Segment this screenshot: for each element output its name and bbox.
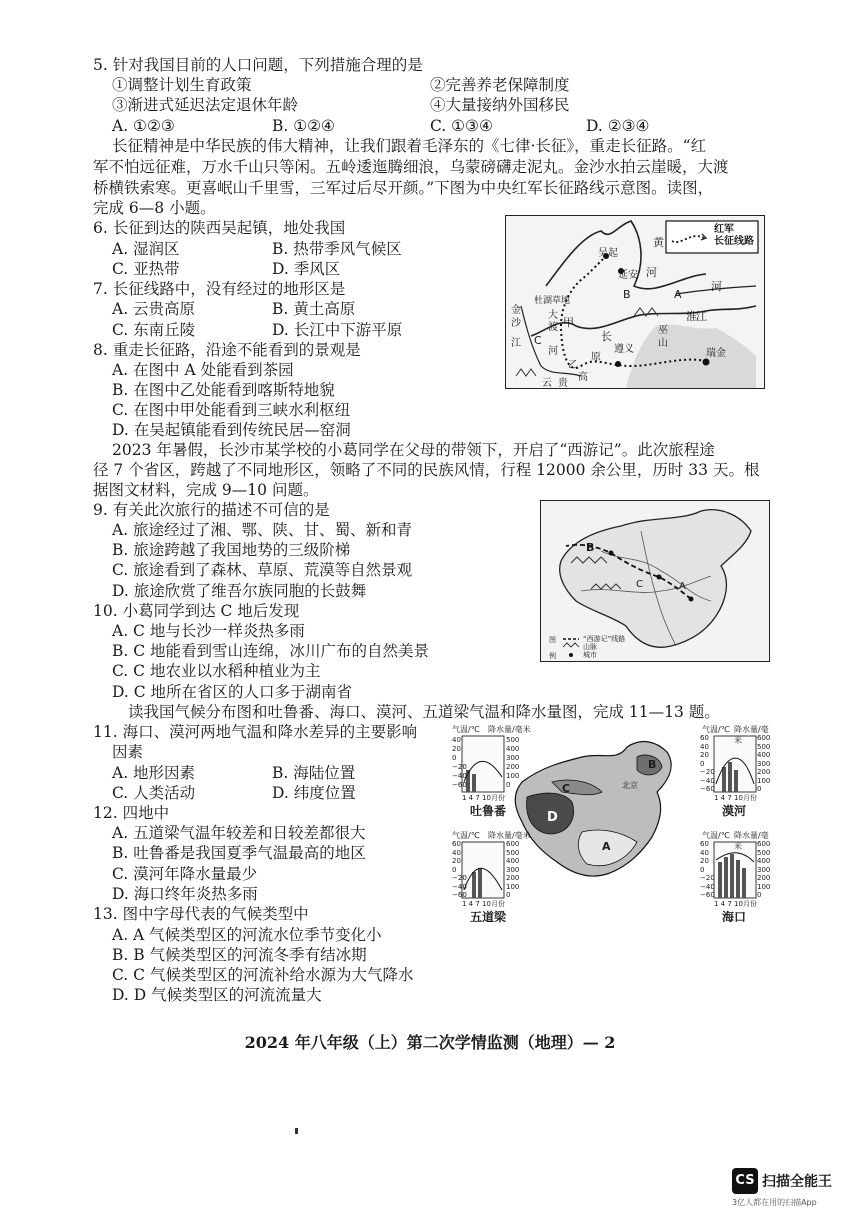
chart-tulufan-months: 1 4 7 10月份 [462, 794, 505, 802]
q9-stem: 9. 有关此次旅行的描述不可信的是 [93, 501, 330, 519]
climate-map-label-b: B [648, 758, 657, 771]
map1-label-jiang2: 江 [511, 338, 521, 349]
map1-label-c: C [534, 334, 542, 347]
q10-stem: 10. 小葛同学到达 C 地后发现 [93, 602, 300, 620]
q11-stem-2: 因素 [112, 743, 144, 761]
journey-map [540, 500, 770, 662]
q9-option-c: C. 旅途看到了森林、草原、荒漠等自然景观 [112, 561, 413, 579]
q12-stem: 12. 四地中 [93, 804, 170, 822]
chart-wudaoliang-temp-head: 气温/℃ [452, 831, 480, 840]
scan-speck [295, 1128, 298, 1134]
map1-label-sha: 沙 [511, 318, 521, 329]
journey-map-drawing [541, 501, 769, 661]
q5-item-3: ③渐进式延迟法定退休年龄 [112, 96, 299, 114]
climate-map-label-d: D [547, 810, 558, 825]
chart-wudaoliang-precip-head: 降水量/毫米 [488, 831, 531, 840]
chart-mohe-months: 1 4 7 10月份 [714, 794, 757, 802]
chart-tulufan-precip-head: 降水量/毫米 [488, 725, 531, 734]
q12-option-c: C. 漠河年降水量最少 [112, 865, 258, 883]
map1-label-yi: 乙 [568, 360, 578, 371]
q10-option-a: A. C 地与长沙一样炎热多雨 [112, 622, 305, 640]
passage1-line-1: 长征精神是中华民族的伟大精神，让我们跟着毛泽东的《七律·长征》，重走长征路。“红 [112, 137, 707, 155]
station-mohe: 漠河 [722, 804, 747, 818]
q11-option-a: A. 地形因素 [112, 764, 196, 782]
q5-option-a: A. ①②③ [112, 117, 175, 135]
q12-option-d: D. 海口终年炎热多雨 [112, 885, 258, 903]
map1-label-ruijin: 瑞金 [706, 348, 726, 359]
map1-label-da: 大 [548, 310, 558, 321]
map1-label-yuan: 原 [591, 352, 601, 363]
climate-map-label-beijing: 北京 [622, 781, 638, 790]
q5-item-1: ①调整计划生育政策 [112, 76, 252, 94]
scanner-watermark [732, 1168, 842, 1208]
map1-label-gao: 高 [578, 372, 588, 383]
q5-stem: 5. 针对我国目前的人口问题，下列措施合理的是 [93, 56, 423, 74]
map1-label-b: B [623, 288, 631, 301]
passage2-line-3: 据图文材料，完成 9—10 问题。 [93, 481, 319, 499]
passage2-line-2: 径 7 个省区，跨越了不同地形区，领略了不同的民族风情，行程 12000 余公里，历时 33 天。根 [93, 461, 760, 479]
map2-legend-head-2: 例 [549, 652, 556, 660]
map2-legend-city: 城市 [583, 651, 597, 659]
scanner-name: 扫描全能王 [762, 1174, 832, 1190]
q11-option-d: D. 纬度位置 [272, 784, 356, 802]
map1-label-he1: 河 [646, 266, 657, 279]
station-tulufan: 吐鲁番 [470, 804, 507, 818]
q5-option-c: C. ①③④ [430, 117, 493, 135]
map1-label-a: A [674, 288, 682, 301]
passage1-line-3: 桥横铁索寒。更喜岷山千里雪，三军过后尽开颜。”下图为中央红军长征路线示意图。读图， [93, 179, 714, 197]
page-footer: 2024 年八年级（上）第二次学情监测（地理）— 2 [244, 1033, 616, 1052]
map1-label-jin: 金 [511, 305, 521, 316]
passage1-line-2: 军不怕远征难，万水千山只等闲。五岭逶迤腾细浪，乌蒙磅礴走泥丸。金沙水拍云崖暖，大渡 [93, 158, 729, 176]
q7-option-c: C. 东南丘陵 [112, 321, 196, 339]
q8-option-d: D. 在吴起镇能看到传统民居—窑洞 [112, 421, 351, 439]
q5-option-b: B. ①②④ [272, 117, 335, 135]
map1-label-gui: 贵 [558, 378, 568, 389]
chart-wudaoliang-precip-ticks: 600 500 400 300 200 100 0 [506, 840, 520, 899]
map1-label-he3: 河 [548, 346, 558, 357]
map1-label-grassland: 杜湖草地 [534, 296, 571, 306]
q7-stem: 7. 长征线路中，没有经过的地形区是 [93, 280, 346, 298]
q13-option-a: A. A 气候类型区的河流水位季节变化小 [112, 926, 382, 944]
q9-option-a: A. 旅途经过了湘、鄂、陕、甘、蜀、新和青 [112, 521, 413, 539]
map2-label-a: A [679, 581, 686, 592]
chart-haikou-months: 1 4 7 10月份 [714, 900, 757, 908]
chart-haikou-temp-head: 气温/℃ [702, 831, 730, 840]
chart-mohe-temp-head: 气温/℃ [702, 725, 730, 734]
climate-map-label-c: C [562, 782, 571, 795]
long-march-map [505, 215, 765, 389]
station-haikou: 海口 [722, 910, 747, 924]
passage3: 读我国气候分布图和吐鲁番、海口、漠河、五道梁气温和降水量图，完成 11—13 题。 [128, 703, 720, 721]
map1-label-shan: 山 [658, 338, 668, 349]
chart-haikou-precip-ticks: 600 500 400 300 200 100 0 [757, 840, 771, 899]
q7-option-a: A. 云贵高原 [112, 300, 196, 318]
map1-label-zunyi: 遵义 [614, 344, 634, 355]
q9-option-d: D. 旅途欣赏了维吾尔族同胞的长鼓舞 [112, 582, 367, 600]
q11-stem-1: 11. 海口、漠河两地气温和降水差异的主要影响 [93, 723, 418, 741]
q5-item-2: ②完善养老保障制度 [430, 76, 570, 94]
map1-label-huang: 黄 [653, 236, 664, 249]
chart-tulufan-precip-ticks: 500 400 300 200 100 0 [506, 736, 520, 789]
q9-option-b: B. 旅途跨越了我国地势的三级阶梯 [112, 541, 351, 559]
q8-stem: 8. 重走长征路，沿途不能看到的景观是 [93, 341, 361, 359]
q13-stem: 13. 图中字母代表的气候类型中 [93, 905, 309, 923]
q6-option-a: A. 湿润区 [112, 240, 180, 258]
q10-option-b: B. C 地能看到雪山连绵，冰川广布的自然美景 [112, 642, 430, 660]
map1-label-wuqi: 吴起 [598, 248, 618, 259]
q11-option-b: B. 海陆位置 [272, 764, 356, 782]
map1-label-jiang1: 江 [696, 310, 707, 323]
chart-wudaoliang-months: 1 4 7 10月份 [462, 900, 505, 908]
chart-wudaoliang-temp-ticks: 60 40 20 0 −20 −40 −60 [452, 840, 467, 899]
q8-option-b: B. 在图中乙处能看到喀斯特地貌 [112, 381, 335, 399]
q13-option-c: C. C 气候类型区的河流补给水源为大气降水 [112, 966, 414, 984]
q6-option-b: B. 热带季风气候区 [272, 240, 402, 258]
chart-haikou-precip-head: 降水量/毫米 [734, 831, 769, 851]
q5-item-4: ④大量接纳外国移民 [430, 96, 570, 114]
map1-label-jia: 甲 [563, 316, 574, 329]
map2-legend-route: “西游记”线路 [583, 635, 626, 643]
chart-mohe-precip-ticks: 600 500 400 300 200 100 0 [757, 734, 771, 793]
map1-label-wu: 巫 [658, 325, 668, 336]
map1-label-yanan: 延安 [618, 270, 638, 281]
chart-mohe-precip-head: 降水量/毫米 [734, 725, 769, 745]
q5-option-d: D. ②③④ [586, 117, 650, 135]
q7-option-b: B. 黄土高原 [272, 300, 356, 318]
station-wudaoliang: 五道梁 [470, 910, 507, 924]
q13-option-d: D. D 气候类型区的河流流量大 [112, 986, 322, 1004]
chart-tulufan-temp-ticks: 40 20 0 −20 −40 −60 [452, 736, 467, 789]
chart-tulufan-temp-head: 气温/℃ [452, 725, 480, 734]
climate-map-label-a: A [602, 840, 611, 853]
q12-option-b: B. 吐鲁番是我国夏季气温最高的地区 [112, 844, 366, 862]
map2-label-b: B [586, 541, 595, 554]
q6-option-c: C. 亚热带 [112, 260, 180, 278]
q8-option-c: C. 在图中甲处能看到三峡水利枢纽 [112, 401, 351, 419]
map1-label-he2: 河 [711, 280, 722, 293]
q13-option-b: B. B 气候类型区的河流冬季有结冰期 [112, 946, 367, 964]
map1-label-du: 渡 [548, 322, 558, 333]
map1-label-huai: 淮 [686, 310, 697, 323]
q12-option-a: A. 五道梁气温年较差和日较差都很大 [112, 824, 366, 842]
map1-label-yun: 云 [542, 378, 552, 389]
scanner-tagline: 3亿人都在用的扫描App [732, 1198, 817, 1207]
q6-option-d: D. 季风区 [272, 260, 341, 278]
q6-stem: 6. 长征到达的陕西吴起镇，地处我国 [93, 219, 346, 237]
passage1-line-4: 完成 6—8 小题。 [93, 199, 216, 217]
map2-legend-mountain: 山脉 [583, 643, 597, 651]
climate-figure [452, 722, 772, 922]
map2-legend-head-1: 图 [549, 636, 556, 644]
map1-label-chang: 长 [601, 330, 612, 343]
passage2-line-1: 2023 年暑假，长沙市某学校的小葛同学在父母的带领下，开启了“西游记”。此次旅程途 [112, 441, 715, 459]
q11-option-c: C. 人类活动 [112, 784, 196, 802]
q7-option-d: D. 长江中下游平原 [272, 321, 403, 339]
long-march-legend: 红军 长征线路 [714, 224, 754, 247]
q10-option-c: C. C 地农业以水稻种植业为主 [112, 662, 321, 680]
q8-option-a: A. 在图中 A 处能看到茶园 [112, 361, 294, 379]
map2-label-c: C [636, 579, 643, 590]
climate-figure-drawing [452, 722, 772, 922]
chart-mohe-temp-ticks: 60 40 20 0 −20 −40 −60 [700, 734, 715, 793]
scanner-logo-icon: CS [732, 1168, 758, 1194]
chart-haikou-temp-ticks: 60 40 20 0 −20 −40 −60 [700, 840, 715, 899]
q10-option-d: D. C 地所在省区的人口多于湖南省 [112, 683, 353, 701]
